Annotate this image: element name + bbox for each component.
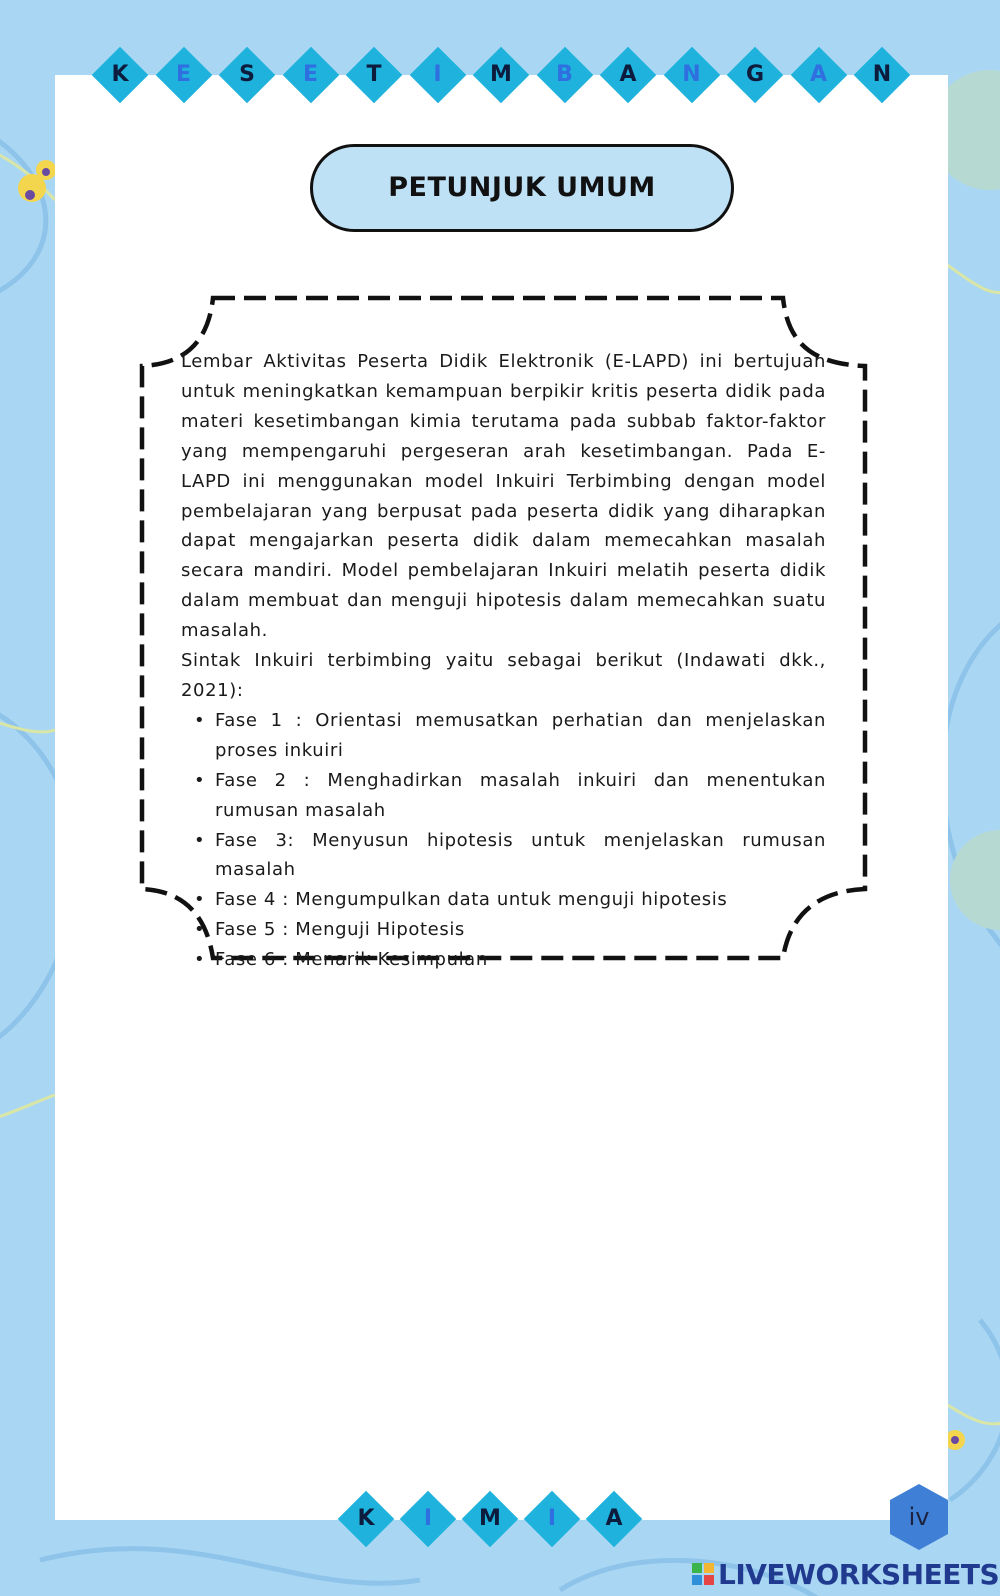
header-letter-tile [410, 47, 466, 103]
header-letter: N [872, 62, 892, 87]
syntax-intro: Sintak Inkuiri terbimbing yaitu sebagai berikut (Indawati dkk., 2021): [181, 650, 826, 701]
header-letter: A [619, 62, 637, 87]
footer-letter-tile [524, 1491, 580, 1547]
header-letter: T [366, 62, 382, 87]
header-letter: E [175, 62, 192, 87]
header-letter: S [239, 62, 255, 87]
header-letter: K [111, 62, 129, 87]
header-letter: N [682, 62, 701, 87]
header-banner [92, 47, 922, 103]
header-letter-tile [283, 47, 339, 103]
phase-item: • Fase 4 : Mengumpulkan data untuk menguji hipotesis [181, 885, 826, 915]
brand-name: LIVEWORKSHEETS [718, 1557, 1000, 1591]
footer-banner [338, 1491, 658, 1547]
phase-list [181, 706, 826, 975]
footer-letter-tile [400, 1491, 456, 1547]
phase-item: • Fase 2 : Menghadirkan masalah inkuiri dan menentukan rumusan masalah [181, 766, 826, 826]
header-letter-tile [664, 47, 720, 103]
header-letter: I [433, 62, 442, 87]
footer-letter: K [357, 1506, 375, 1531]
page-number: iv [908, 1503, 930, 1531]
footer-letter: A [605, 1506, 623, 1531]
footer-letter: I [547, 1506, 557, 1531]
phase-item: • Fase 6 : Menarik Kesimpulan [181, 945, 826, 975]
header-letter-tile [92, 47, 148, 103]
header-letter-tile [156, 47, 212, 103]
header-letter-tile [600, 47, 656, 103]
phase-item: • Fase 1 : Orientasi memusatkan perhatian dan menjelaskan proses inkuiri [181, 706, 826, 766]
header-letter-tile [791, 47, 847, 103]
liveworksheets-watermark [692, 1555, 999, 1593]
footer-letter: I [423, 1506, 433, 1531]
page-number-badge [884, 1482, 954, 1552]
header-letter-tile [219, 47, 275, 103]
footer-letter-tile [462, 1491, 518, 1547]
instructions-body [181, 347, 826, 975]
header-letter-tile [854, 47, 910, 103]
liveworksheets-logo-icon [692, 1563, 714, 1585]
header-letter: G [745, 62, 765, 87]
footer-letter-tile [586, 1491, 642, 1547]
header-letter: E [302, 62, 319, 87]
footer-letter-tile [338, 1491, 394, 1547]
header-letter: M [490, 62, 512, 87]
header-letter: B [556, 62, 573, 87]
footer-letter: M [479, 1506, 501, 1531]
header-letter-tile [537, 47, 593, 103]
intro-paragraph: Lembar Aktivitas Peserta Didik Elektronik (E-LAPD) ini bertujuan untuk meningkatkan kemampuan berpikir kritis peserta didik pada materi kesetimbangan kimia terutama pada subbab faktor-faktor yang mempengaruhi pergeseran arah kesetimbangan. Pada E-LAPD ini menggunakan model Inkuiri Terbimbing dengan model pembelajaran yang berpusat pada peserta didik yang diharapkan dapat mengajarkan peserta didik dalam memecahkan masalah secara mandiri. Model pembelajaran Inkuiri melatih peserta didik dalam membuat dan menguji hipotesis dalam memecahkan suatu masalah. [181, 351, 826, 642]
phase-item: • Fase 3: Menyusun hipotesis untuk menjelaskan rumusan masalah [181, 826, 826, 886]
page-title: PETUNJUK UMUM [310, 144, 734, 232]
header-letter-tile [346, 47, 402, 103]
header-letter: A [809, 62, 828, 87]
header-letter-tile [727, 47, 783, 103]
phase-item: • Fase 5 : Menguji Hipotesis [181, 915, 826, 945]
header-letter-tile [473, 47, 529, 103]
